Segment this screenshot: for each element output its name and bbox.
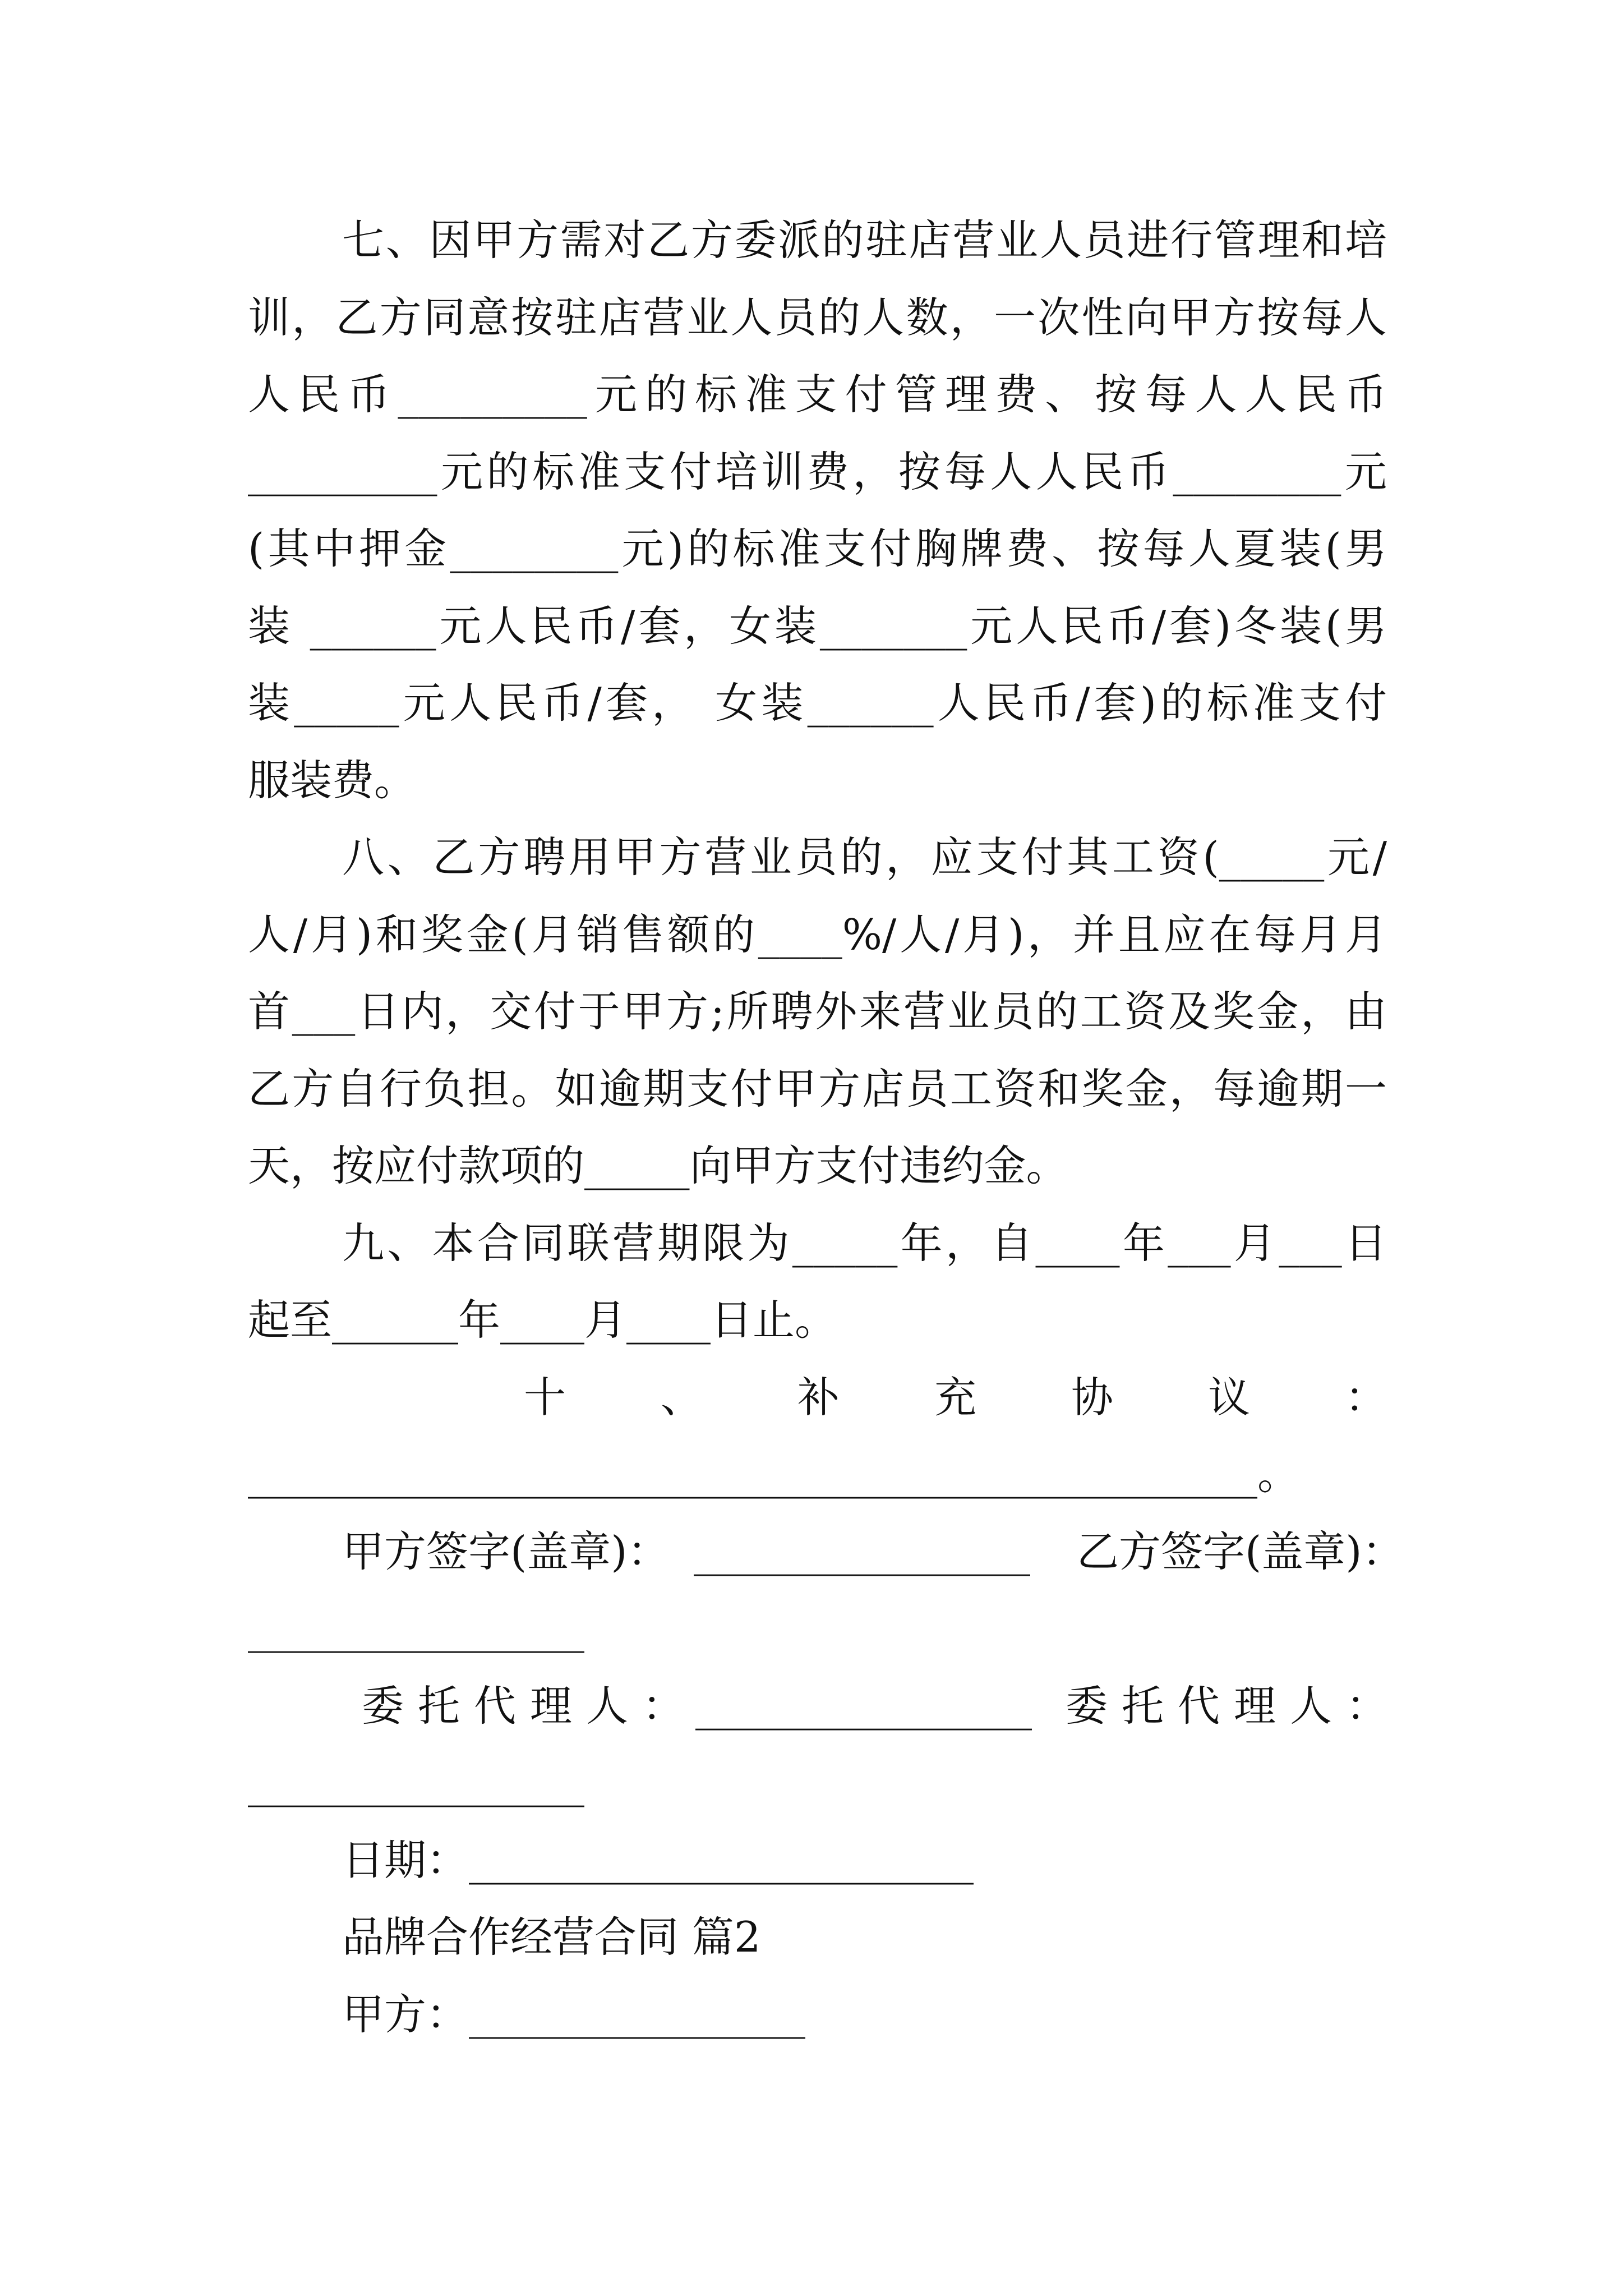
next-contract-title: 品牌合作经营合同 篇2 xyxy=(342,1912,761,1962)
next-party-a-blank: ________________ xyxy=(469,1989,805,2039)
clause-8-line: 首___日内，交付于甲方;所聘外来营业员的工资及奖金，由 xyxy=(248,987,1387,1036)
agent-b-blank: ________________ xyxy=(248,1758,584,1807)
clause-10-heading: 十、补充协议： xyxy=(524,1372,1387,1422)
party-b-signature-blank: ________________ xyxy=(248,1604,584,1653)
date-row xyxy=(248,1822,1387,1899)
clause-8-line: 人/月)和奖金(月销售额的____%/人/月)，并且应在每月月 xyxy=(248,909,1387,959)
party-a-signature-label: 甲方签字(盖章)： xyxy=(342,1526,670,1576)
agent-row xyxy=(248,1668,1403,1745)
clause-7-line: 七、因甲方需对乙方委派的驻店营业人员进行管理和培 xyxy=(342,215,1387,265)
clause-10-blank-line: ________________________________________________。 xyxy=(248,1450,1299,1499)
clause-8-line: 乙方自行负担。如逾期支付甲方店员工资和奖金，每逾期一 xyxy=(248,1064,1387,1114)
next-contract-party-a-row xyxy=(248,1976,1387,2054)
agent-a-blank: ________________ xyxy=(695,1681,1032,1731)
next-party-a-label: 甲方： xyxy=(342,1989,469,2039)
clause-7-line: _________元的标准支付培训费，按每人人民币________元 xyxy=(248,447,1387,496)
clause-7-line: 装_____元人民币/套， 女装______人民币/套)的标准支付 xyxy=(248,678,1387,728)
clause-8-line: 八、乙方聘用甲方营业员的，应支付其工资(_____元/ xyxy=(342,832,1387,882)
contract-page xyxy=(0,202,1623,2053)
party-a-signature-blank: ________________ xyxy=(694,1526,1030,1576)
signature-blank-row xyxy=(248,1590,1387,1668)
agent-blank-row xyxy=(248,1745,1387,1822)
clause-7-line: (其中押金________元)的标准支付胸牌费、按每人夏装(男 xyxy=(248,524,1387,573)
date-label: 日期： xyxy=(342,1835,469,1885)
clause-9-line: 起至______年____月____日止。 xyxy=(248,1295,837,1345)
clause-8-line: 天，按应付款项的_____向甲方支付违约金。 xyxy=(248,1141,1068,1190)
clause-7-line: 人民币_________元的标准支付管理费、按每人人民币 xyxy=(248,370,1387,419)
clause-7-line: 装 ______元人民币/套，女装_______元人民币/套)冬装(男 xyxy=(248,601,1387,651)
clause-9-line: 九、本合同联营期限为_____年，自____年___月___日 xyxy=(342,1218,1387,1268)
agent-a-label: 委托代理人： xyxy=(362,1681,699,1731)
agent-b-label: 委托代理人： xyxy=(1066,1681,1403,1731)
clause-7-line: 服装费。 xyxy=(248,755,417,805)
signature-row xyxy=(248,1513,1404,1591)
clause-7-line: 训，乙方同意按驻店营业人员的人数，一次性向甲方按每人 xyxy=(248,292,1387,342)
party-b-signature-label: 乙方签字(盖章)： xyxy=(1077,1526,1404,1576)
date-blank: ________________________ xyxy=(469,1835,974,1885)
